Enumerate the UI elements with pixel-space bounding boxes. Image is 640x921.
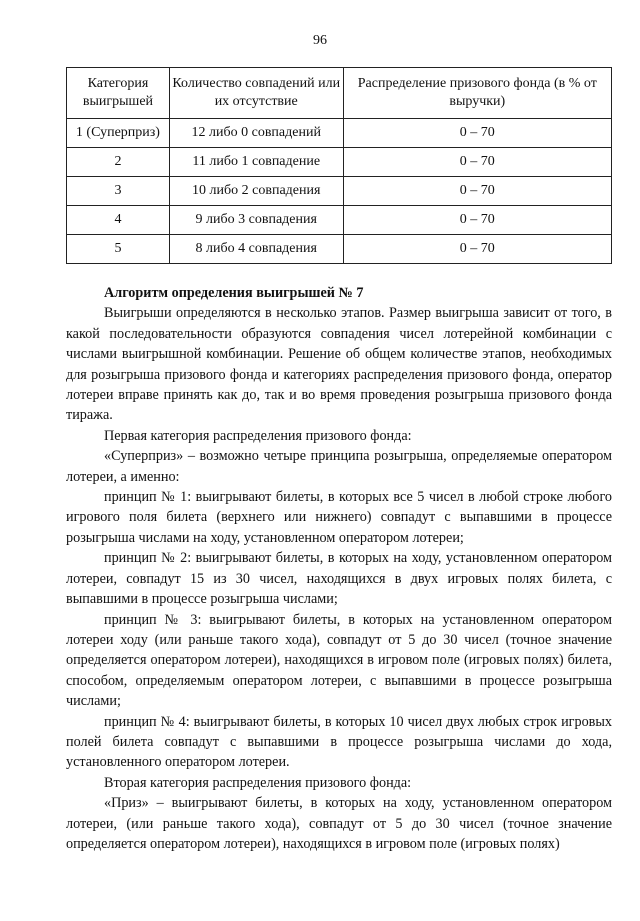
cell-distribution: 0 – 70 [343,148,611,177]
table-row [67,119,612,148]
table-header-row [67,68,612,119]
header-matches: Количество совпадений или их отсутствие [169,68,343,119]
cell-category: 3 [67,177,170,206]
paragraph: принцип № 2: выигрывают билеты, в которых на ходу, установленном оператором лотереи, совпадут 15 из 30 чисел, находящихся в двух игровых полях билета, с выпавшими в процессе розыгрыша числами; [66,550,612,608]
cell-distribution: 0 – 70 [343,206,611,235]
header-category: Категория выигрышей [67,68,170,119]
paragraph: Выигрыши определяются в несколько этапов. Размер выигрыша зависит от того, в какой последовательности образуются совпадения чисел лотерейной комбинации с числами выигрышной комбинации. Решение об общем количестве этапов, необходимых для розыгрыша призового фонда и категориях распределения призового фонда, оператор лотереи вправе принять как до, так и во время проведения розыгрыша призового фонда тиража. [66,305,612,424]
cell-matches: 8 либо 4 совпадения [169,235,343,264]
paragraph: «Приз» – выигрывают билеты, в которых на ходу, установленном оператором лотереи, (или раньше такого хода), совпадут от 5 до 30 чисел (точное значение определяется оператором лотереи), находящихся в игровом поле (игровых полях) [66,795,612,852]
cell-distribution: 0 – 70 [343,119,611,148]
cell-category: 1 (Суперприз) [67,119,170,148]
cell-distribution: 0 – 70 [343,235,611,264]
paragraph: принцип № 4: выигрывают билеты, в которых 10 чисел двух любых строк игровых полей билета совпадут с выпавшими в процессе розыгрыша числами до хода, установленного оператором лотереи. [66,713,612,771]
prize-distribution-table [66,67,612,264]
paragraph: принцип № 3: выигрывают билеты, в которых на установленном оператором лотереи ходу (или раньше такого хода), совпадут от 5 до 30 чисел (точное значение определяется оператором лотереи), находящихся в игровом поле (игровых полях) билета, способом, определяемым оператором лотереи, с выпавшими в процессе розыгрыша числами; [66,611,612,710]
cell-category: 2 [67,148,170,177]
cell-category: 4 [67,206,170,235]
paragraph: Вторая категория распределения призового фонда: [104,774,412,791]
cell-category: 5 [67,235,170,264]
header-distribution: Распределение призового фонда (в % от выручки) [343,68,611,119]
cell-matches: 9 либо 3 совпадения [169,206,343,235]
table-row [67,206,612,235]
section-heading: Алгоритм определения выигрышей № 7 [104,285,364,301]
document-body [66,283,612,854]
cell-distribution: 0 – 70 [343,177,611,206]
paragraph: принцип № 1: выигрывают билеты, в которых все 5 чисел в любой строке любого игрового поля билета (верхнего или нижнего) совпадут с выпавшими в процессе розыгрыша числами на ходу, установленном оператором лотереи; [66,489,612,546]
table-row [67,148,612,177]
paragraph: «Суперприз» – возможно четыре принципа розыгрыша, определяемые оператором лотереи, а именно: [66,448,612,485]
paragraph: Первая категория распределения призового фонда: [104,427,412,444]
cell-matches: 11 либо 1 совпадение [169,148,343,177]
cell-matches: 10 либо 2 совпадения [169,177,343,206]
table-row [67,235,612,264]
table-row [67,177,612,206]
page-number: 96 [313,33,327,48]
cell-matches: 12 либо 0 совпадений [169,119,343,148]
